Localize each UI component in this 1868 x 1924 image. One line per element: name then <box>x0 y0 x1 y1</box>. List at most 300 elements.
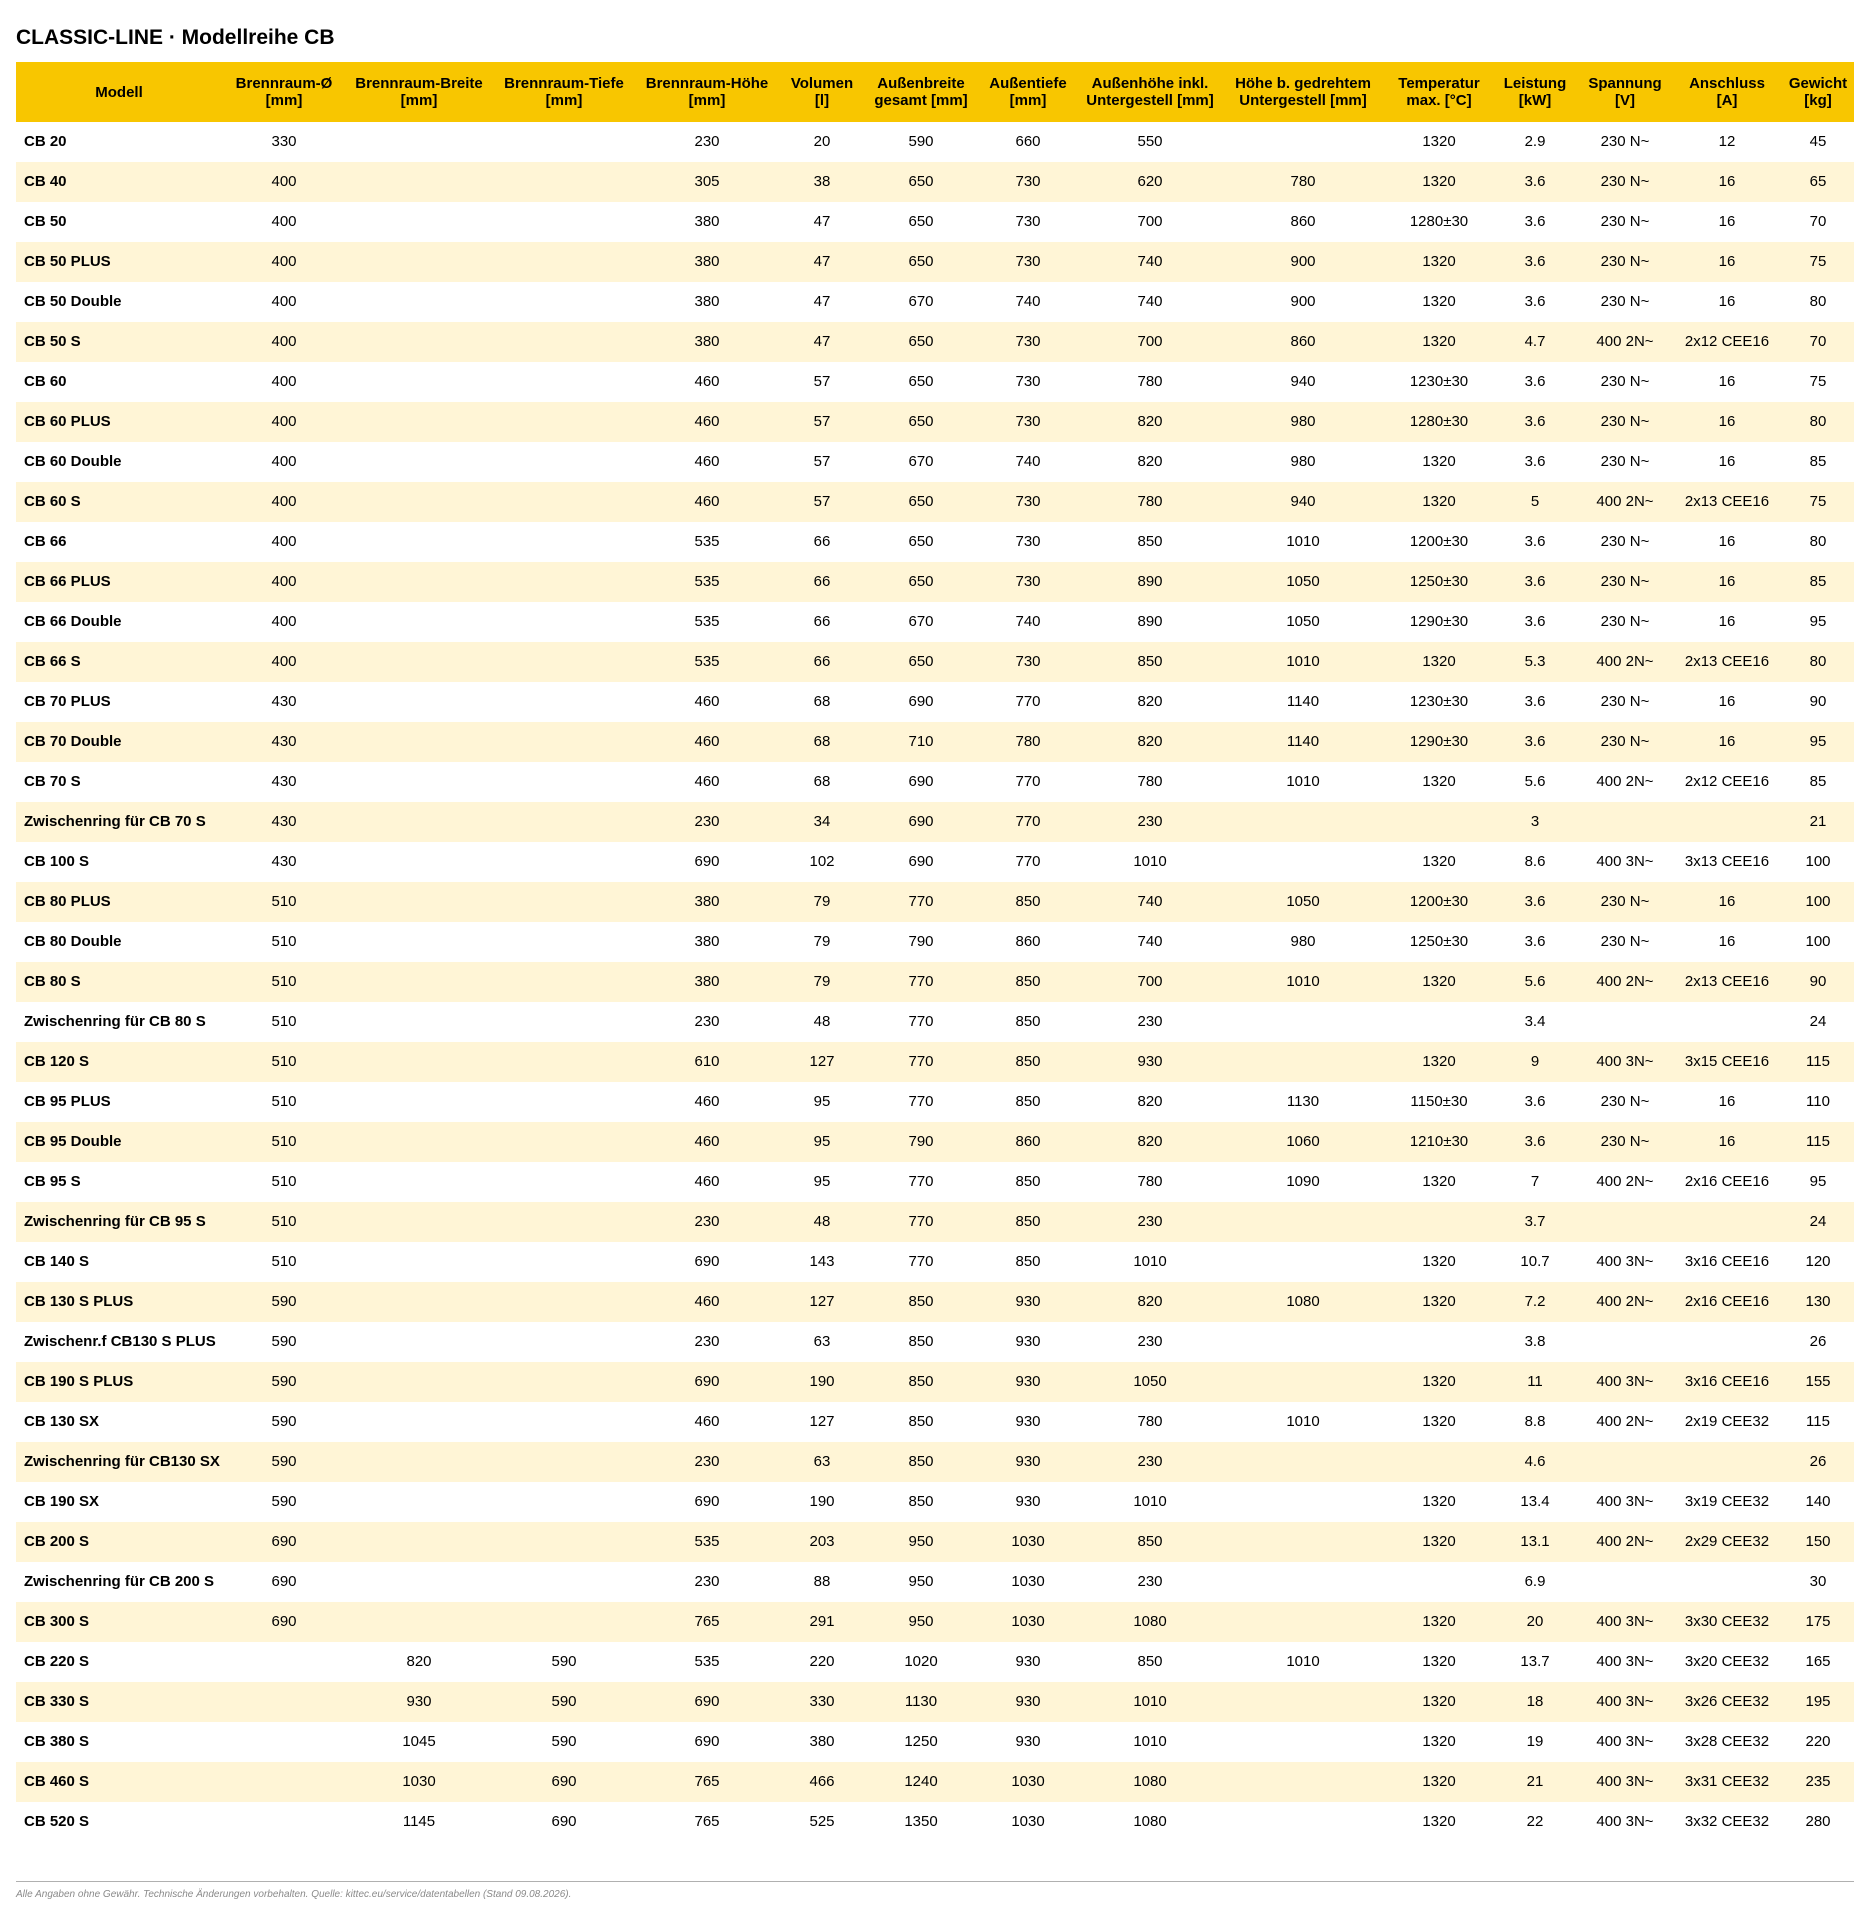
cell-kg: 100 <box>1805 933 1831 950</box>
cell-b <box>346 562 492 602</box>
cell-a: 16 <box>1718 613 1736 630</box>
cell-h: 230 <box>636 1442 778 1482</box>
cell-h: 380 <box>636 322 778 362</box>
cell-at: 850 <box>1015 1173 1041 1190</box>
table-row <box>16 282 1854 322</box>
cell-vol: 63 <box>813 1333 831 1350</box>
cell-v: 400 2N~ <box>1578 962 1672 1002</box>
cell-ah: 1010 <box>1133 853 1167 870</box>
cell-d: 400 <box>222 322 346 362</box>
table-row <box>16 1802 1854 1842</box>
cell-ab: 770 <box>908 1013 934 1030</box>
cell-kw: 13.7 <box>1520 1653 1550 1670</box>
cell-ab: 850 <box>866 1362 976 1402</box>
cell-model: CB 95 S <box>24 1173 81 1190</box>
cell-kw: 5.6 <box>1524 773 1546 790</box>
cell-model: CB 80 S <box>16 962 222 1002</box>
cell-vol: 95 <box>813 1173 831 1190</box>
cell-ah: 230 <box>1080 1202 1220 1242</box>
cell-b <box>346 482 492 522</box>
cell-kw: 3.6 <box>1524 293 1546 310</box>
table-row <box>16 762 1854 802</box>
cell-a: 16 <box>1672 722 1782 762</box>
table-row <box>16 722 1854 762</box>
column-header-temp: Temperatur max. [°C] <box>1386 62 1492 122</box>
cell-ab: 1350 <box>904 1813 938 1830</box>
cell-at: 730 <box>1015 213 1041 230</box>
cell-v: 230 N~ <box>1600 533 1650 550</box>
cell-at: 1030 <box>976 1602 1080 1642</box>
cell-temp: 1320 <box>1386 1522 1492 1562</box>
cell-ab: 850 <box>866 1282 976 1322</box>
cell-v: 400 3N~ <box>1596 1493 1654 1510</box>
cell-v: 400 2N~ <box>1596 1413 1654 1430</box>
cell-d: 510 <box>222 1122 346 1162</box>
cell-ah: 230 <box>1137 1333 1163 1350</box>
cell-temp: 1320 <box>1386 1282 1492 1322</box>
cell-temp: 1320 <box>1422 133 1456 150</box>
cell-a: 3x26 CEE32 <box>1672 1682 1782 1722</box>
cell-b: 1145 <box>402 1813 436 1830</box>
cell-h: 535 <box>636 1522 778 1562</box>
table-row <box>16 882 1854 922</box>
cell-v: 400 2N~ <box>1578 642 1672 682</box>
cell-vol: 68 <box>813 773 831 790</box>
cell-kw: 3.6 <box>1524 613 1546 630</box>
cell-ah: 850 <box>1080 1522 1220 1562</box>
cell-hg: 1050 <box>1220 882 1386 922</box>
cell-t <box>492 122 636 162</box>
cell-b <box>346 1482 492 1522</box>
table-row <box>16 1282 1854 1322</box>
cell-kw: 5.3 <box>1492 642 1578 682</box>
cell-t <box>492 402 636 442</box>
cell-at: 930 <box>976 1682 1080 1722</box>
cell-vol: 291 <box>778 1602 866 1642</box>
cell-t <box>492 202 636 242</box>
cell-model: Zwischenr.f CB130 S PLUS <box>24 1333 216 1350</box>
cell-at: 770 <box>1015 853 1041 870</box>
cell-d: 330 <box>271 133 297 150</box>
cell-temp: 1250±30 <box>1409 933 1469 950</box>
cell-ah: 740 <box>1080 242 1220 282</box>
cell-v: 400 2N~ <box>1596 773 1654 790</box>
cell-h: 765 <box>636 1762 778 1802</box>
cell-b <box>346 762 492 802</box>
cell-ah: 820 <box>1137 693 1163 710</box>
cell-hg <box>1220 1322 1386 1362</box>
cell-a <box>1672 1562 1782 1602</box>
cell-b <box>346 1082 492 1122</box>
cell-hg <box>1220 1682 1386 1722</box>
cell-kw: 20 <box>1492 1602 1578 1642</box>
cell-t <box>492 1122 636 1162</box>
cell-kw: 3.6 <box>1524 533 1546 550</box>
cell-ab: 690 <box>908 693 934 710</box>
cell-t <box>492 762 636 802</box>
cell-kw: 9 <box>1492 1042 1578 1082</box>
cell-h: 460 <box>636 402 778 442</box>
cell-v: 230 N~ <box>1600 213 1650 230</box>
table-row <box>16 1202 1854 1242</box>
cell-hg <box>1220 122 1386 162</box>
cell-temp: 1320 <box>1386 482 1492 522</box>
cell-ab: 790 <box>908 933 934 950</box>
cell-kw: 22 <box>1526 1813 1544 1830</box>
cell-hg: 1140 <box>1286 693 1320 710</box>
column-header-b: Brennraum-Breite [mm] <box>346 62 492 122</box>
cell-ah: 780 <box>1137 1173 1163 1190</box>
cell-kg: 80 <box>1782 642 1854 682</box>
cell-kw: 11 <box>1492 1362 1578 1402</box>
cell-d: 430 <box>222 722 346 762</box>
cell-temp: 1320 <box>1422 1493 1456 1510</box>
table-row <box>16 242 1854 282</box>
cell-temp: 1320 <box>1422 1733 1456 1750</box>
cell-a: 2x12 CEE16 <box>1684 773 1770 790</box>
cell-kw: 7.2 <box>1492 1282 1578 1322</box>
cell-a: 3x31 CEE32 <box>1672 1762 1782 1802</box>
cell-kg: 220 <box>1805 1733 1831 1750</box>
cell-ah: 820 <box>1080 1282 1220 1322</box>
cell-ah: 740 <box>1137 293 1163 310</box>
cell-a: 16 <box>1718 293 1736 310</box>
cell-model: CB 95 Double <box>16 1122 222 1162</box>
cell-v: 230 N~ <box>1600 453 1650 470</box>
cell-v: 230 N~ <box>1600 933 1650 950</box>
table-header <box>16 62 1854 122</box>
cell-ab: 650 <box>866 162 976 202</box>
cell-vol: 95 <box>778 1122 866 1162</box>
cell-vol: 466 <box>778 1762 866 1802</box>
cell-ah: 930 <box>1080 1042 1220 1082</box>
cell-vol: 127 <box>778 1042 866 1082</box>
cell-t <box>492 802 636 842</box>
cell-kg: 175 <box>1782 1602 1854 1642</box>
cell-v: 400 3N~ <box>1578 1682 1672 1722</box>
cell-ab: 770 <box>908 1253 934 1270</box>
cell-at: 860 <box>1015 933 1041 950</box>
cell-b <box>346 1202 492 1242</box>
cell-h: 380 <box>694 213 720 230</box>
cell-ab: 850 <box>908 1493 934 1510</box>
cell-v: 400 2N~ <box>1578 322 1672 362</box>
cell-kw: 8.6 <box>1524 853 1546 870</box>
cell-ah: 820 <box>1137 1093 1163 1110</box>
cell-ab: 850 <box>908 1333 934 1350</box>
cell-hg <box>1220 1482 1386 1522</box>
cell-a: 2x19 CEE32 <box>1684 1413 1770 1430</box>
table-row <box>16 1362 1854 1402</box>
cell-model: CB 70 PLUS <box>24 693 111 710</box>
cell-kg: 75 <box>1782 482 1854 522</box>
cell-v: 400 3N~ <box>1578 1602 1672 1642</box>
cell-v: 230 N~ <box>1578 402 1672 442</box>
cell-t <box>492 962 636 1002</box>
cell-v: 230 N~ <box>1600 613 1650 630</box>
cell-vol: 47 <box>778 322 866 362</box>
cell-t <box>492 282 636 322</box>
cell-hg: 1010 <box>1220 642 1386 682</box>
cell-ab: 770 <box>866 1202 976 1242</box>
cell-kg: 235 <box>1782 1762 1854 1802</box>
cell-d: 430 <box>271 773 297 790</box>
cell-vol: 68 <box>778 722 866 762</box>
cell-t <box>492 1402 636 1442</box>
cell-t: 690 <box>492 1762 636 1802</box>
cell-at: 1030 <box>976 1522 1080 1562</box>
cell-vol: 330 <box>778 1682 866 1722</box>
cell-kg: 45 <box>1809 133 1827 150</box>
table-row <box>16 642 1854 682</box>
cell-b <box>346 1402 492 1442</box>
cell-b <box>346 1362 492 1402</box>
cell-model: CB 60 PLUS <box>16 402 222 442</box>
cell-at: 730 <box>976 402 1080 442</box>
cell-kw: 18 <box>1492 1682 1578 1722</box>
cell-v: 400 3N~ <box>1596 853 1654 870</box>
cell-vol: 38 <box>778 162 866 202</box>
cell-ah: 700 <box>1080 962 1220 1002</box>
cell-v: 230 N~ <box>1600 373 1650 390</box>
cell-kg: 90 <box>1782 962 1854 1002</box>
cell-a: 3x15 CEE16 <box>1672 1042 1782 1082</box>
cell-b <box>346 402 492 442</box>
table-row <box>16 522 1854 562</box>
cell-hg <box>1220 1042 1386 1082</box>
cell-v: 400 3N~ <box>1596 1813 1654 1830</box>
cell-a: 3x13 CEE16 <box>1684 853 1770 870</box>
table-row <box>16 1602 1854 1642</box>
cell-ab: 690 <box>866 802 976 842</box>
cell-ah: 620 <box>1080 162 1220 202</box>
cell-h: 535 <box>694 1653 720 1670</box>
cell-ah: 850 <box>1137 533 1163 550</box>
table-row <box>16 1642 1854 1682</box>
cell-h: 460 <box>636 1122 778 1162</box>
cell-vol: 66 <box>778 642 866 682</box>
cell-v: 230 N~ <box>1600 133 1650 150</box>
cell-vol: 57 <box>778 402 866 442</box>
cell-kg: 85 <box>1809 453 1827 470</box>
cell-t <box>492 1242 636 1282</box>
cell-a: 16 <box>1672 562 1782 602</box>
cell-kg: 165 <box>1805 1653 1831 1670</box>
cell-ah: 780 <box>1137 1413 1163 1430</box>
cell-kg: 115 <box>1782 1122 1854 1162</box>
cell-hg <box>1220 1602 1386 1642</box>
cell-h: 690 <box>694 853 720 870</box>
cell-v: 230 N~ <box>1578 1122 1672 1162</box>
cell-d: 400 <box>271 213 297 230</box>
table-row <box>16 322 1854 362</box>
table-row <box>16 122 1854 162</box>
cell-a <box>1672 1002 1782 1042</box>
cell-hg <box>1220 1362 1386 1402</box>
cell-a: 2x13 CEE16 <box>1672 962 1782 1002</box>
cell-at: 730 <box>976 642 1080 682</box>
cell-v: 230 N~ <box>1578 162 1672 202</box>
table-row <box>16 1682 1854 1722</box>
cell-a: 3x30 CEE32 <box>1672 1602 1782 1642</box>
footer-divider <box>16 1881 1854 1882</box>
cell-b <box>346 642 492 682</box>
cell-d: 400 <box>222 402 346 442</box>
cell-ah: 890 <box>1137 613 1163 630</box>
cell-ab: 770 <box>866 962 976 1002</box>
cell-b <box>346 202 492 242</box>
table-row <box>16 1162 1854 1202</box>
cell-temp: 1320 <box>1422 1813 1456 1830</box>
cell-kw: 4.6 <box>1492 1442 1578 1482</box>
cell-hg: 980 <box>1220 402 1386 442</box>
cell-d: 510 <box>271 1173 297 1190</box>
cell-b <box>346 1602 492 1642</box>
cell-d <box>222 1682 346 1722</box>
cell-d: 400 <box>222 642 346 682</box>
cell-a <box>1672 802 1782 842</box>
table-row <box>16 1522 1854 1562</box>
cell-vol: 525 <box>809 1813 835 1830</box>
cell-vol: 127 <box>809 1413 835 1430</box>
cell-kg: 195 <box>1782 1682 1854 1722</box>
cell-ah: 230 <box>1080 1442 1220 1482</box>
cell-a: 3x20 CEE32 <box>1684 1653 1770 1670</box>
cell-v <box>1578 1202 1672 1242</box>
cell-ab: 770 <box>866 882 976 922</box>
cell-kg: 110 <box>1806 1093 1830 1110</box>
cell-vol: 48 <box>813 1013 831 1030</box>
cell-temp: 1150±30 <box>1410 1093 1468 1110</box>
cell-t <box>492 1282 636 1322</box>
cell-ab: 1130 <box>866 1682 976 1722</box>
cell-kg: 155 <box>1782 1362 1854 1402</box>
cell-h: 380 <box>694 933 720 950</box>
cell-kw: 3 <box>1492 802 1578 842</box>
cell-model: CB 380 S <box>24 1733 90 1750</box>
cell-temp: 1320 <box>1422 1253 1456 1270</box>
cell-h: 230 <box>694 1333 720 1350</box>
cell-d: 590 <box>271 1333 297 1350</box>
cell-temp: 1320 <box>1422 773 1456 790</box>
cell-a: 16 <box>1718 453 1736 470</box>
cell-v: 400 3N~ <box>1578 1042 1672 1082</box>
cell-kg: 26 <box>1809 1333 1827 1350</box>
cell-hg: 1060 <box>1220 1122 1386 1162</box>
cell-hg <box>1220 1522 1386 1562</box>
cell-vol: 203 <box>778 1522 866 1562</box>
cell-ah: 1050 <box>1080 1362 1220 1402</box>
cell-ah: 1080 <box>1080 1762 1220 1802</box>
table-row <box>16 802 1854 842</box>
cell-kg: 115 <box>1782 1042 1854 1082</box>
cell-kw: 13.1 <box>1492 1522 1578 1562</box>
table-row <box>16 1762 1854 1802</box>
cell-model: Zwischenring für CB130 SX <box>16 1442 222 1482</box>
cell-a: 16 <box>1672 402 1782 442</box>
cell-vol: 47 <box>813 293 831 310</box>
cell-t <box>492 1202 636 1242</box>
cell-h: 690 <box>636 1362 778 1402</box>
cell-model: Zwischenring für CB 95 S <box>16 1202 222 1242</box>
cell-hg: 1050 <box>1286 613 1320 630</box>
cell-a: 16 <box>1672 242 1782 282</box>
cell-hg <box>1220 1002 1386 1042</box>
cell-b <box>346 1522 492 1562</box>
cell-ah: 700 <box>1137 213 1163 230</box>
cell-h: 380 <box>636 242 778 282</box>
cell-hg <box>1220 1802 1386 1842</box>
cell-b <box>346 802 492 842</box>
cell-at: 770 <box>1015 773 1041 790</box>
cell-b <box>346 1322 492 1362</box>
cell-vol: 20 <box>813 133 831 150</box>
cell-ab: 770 <box>908 1093 934 1110</box>
cell-hg <box>1220 1722 1386 1762</box>
cell-d <box>222 1642 346 1682</box>
cell-kg: 24 <box>1809 1013 1827 1030</box>
cell-d: 690 <box>222 1522 346 1562</box>
cell-a <box>1672 1442 1782 1482</box>
cell-b <box>346 322 492 362</box>
cell-v: 230 N~ <box>1600 693 1650 710</box>
cell-hg <box>1220 1562 1386 1602</box>
cell-t <box>492 442 636 482</box>
cell-kg: 85 <box>1809 773 1827 790</box>
cell-a: 3x16 CEE16 <box>1672 1362 1782 1402</box>
cell-v <box>1578 802 1672 842</box>
cell-model: CB 50 <box>24 213 67 230</box>
cell-model: CB 130 S PLUS <box>16 1282 222 1322</box>
cell-h: 460 <box>694 1413 720 1430</box>
cell-d: 590 <box>222 1442 346 1482</box>
cell-vol: 34 <box>778 802 866 842</box>
cell-kg: 75 <box>1809 373 1827 390</box>
cell-hg: 1080 <box>1220 1282 1386 1322</box>
cell-model: CB 190 SX <box>24 1493 100 1510</box>
cell-ab: 850 <box>908 1413 934 1430</box>
cell-temp: 1200±30 <box>1386 882 1492 922</box>
cell-a: 2x12 CEE16 <box>1672 322 1782 362</box>
cell-kw: 3.6 <box>1524 213 1546 230</box>
cell-temp: 1320 <box>1386 1602 1492 1642</box>
cell-hg <box>1220 1442 1386 1482</box>
cell-vol: 79 <box>778 962 866 1002</box>
cell-t <box>492 1042 636 1082</box>
cell-h: 230 <box>636 1202 778 1242</box>
cell-kg: 26 <box>1782 1442 1854 1482</box>
cell-hg: 780 <box>1220 162 1386 202</box>
cell-h: 765 <box>636 1602 778 1642</box>
cell-a: 16 <box>1718 533 1736 550</box>
cell-b <box>346 1282 492 1322</box>
cell-a: 2x13 CEE16 <box>1672 642 1782 682</box>
cell-ah: 890 <box>1080 562 1220 602</box>
cell-d: 400 <box>271 373 297 390</box>
cell-h: 460 <box>636 1282 778 1322</box>
cell-t: 590 <box>551 1733 577 1750</box>
cell-temp: 1290±30 <box>1409 613 1469 630</box>
cell-ab: 650 <box>866 642 976 682</box>
cell-at: 930 <box>1015 1413 1041 1430</box>
cell-temp: 1320 <box>1422 1653 1456 1670</box>
cell-d <box>222 1762 346 1802</box>
cell-h: 690 <box>694 1493 720 1510</box>
cell-v: 400 3N~ <box>1596 1653 1654 1670</box>
cell-ab: 670 <box>908 453 934 470</box>
cell-b <box>346 362 492 402</box>
cell-model: CB 60 Double <box>24 453 122 470</box>
